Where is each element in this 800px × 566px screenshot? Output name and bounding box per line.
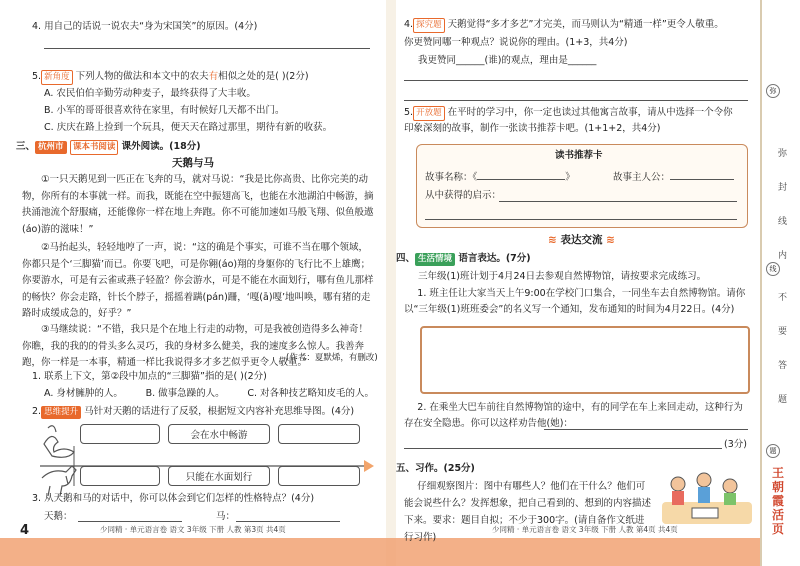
mind-box-bottom-2: 只能在水面划行 [168, 466, 270, 486]
horse-answer-line[interactable] [236, 521, 340, 522]
section-3-heading: 三、 杭州市 课本书阅读 课外阅读。(18分) [16, 140, 201, 155]
binding-char: 答 [778, 361, 788, 371]
picnic-illustration-icon [658, 462, 756, 528]
q3-horse-label: 马： [216, 511, 236, 522]
section-4-q1: 1. 班主任让大家当天上午9:00在学校门口集合，一同坐车去自然博物馆。请你以“三年级(1)班班委会”的名义写一个通知，发布通知的时间为4月22日。(4分) [404, 288, 746, 315]
binding-hole: 弥 [766, 84, 780, 98]
right-q4-line2: 你更赞同哪一种观点？说说你的理由。(1+3，共4分) [404, 37, 628, 48]
paragraph-2: ②马抬起头，轻轻地哼了一声，说：“这的确是个事实，可谁不当在哪个领域，你都只是个‘三脚猫’而已。你要飞吧，可是你翱(áo)翔的身躯你的飞行比不上雄鹰；你要游水，可是有云雀或燕子轻盈？你会游水，可是不能在水面划行，哪有鱼儿那样的畅快？你会走路，针长个脖子，摇摇着蹒(pán)跚，‘嘎(ā)嘎’地叫唤，哪有猪的走路时成缓成急的，好乎？” [22, 242, 374, 319]
answer-line[interactable] [404, 100, 748, 101]
section-4-q2: 2. 在乘坐大巴车前往自然博物馆的途中，有的同学在车上来回走动，这种行为存在安全隐患。你可以这样劝告他(她)： [404, 402, 743, 429]
binding-char: 封 [778, 183, 788, 193]
right-q4-fill: 我更赞同______(谁)的观点，理由是______ [418, 55, 597, 66]
left-footer: 少同精 · 单元语言卷 语文 3年级 下册 人教 第3页 共4页 [100, 525, 286, 534]
binding-char: 题 [778, 395, 788, 405]
q3-swan-label: 天鹅： [44, 511, 73, 522]
swan-icon [44, 426, 74, 458]
right-q4: 4. 探究题 天鹅觉得“多才多艺”才完美，而马则认为“精通一样”更令人敬重。 [404, 18, 724, 33]
mind-box-top-1[interactable] [80, 424, 160, 444]
q2-answer-line-2[interactable] [404, 448, 722, 449]
mind-box-bottom-3[interactable] [278, 466, 360, 486]
q5-option-a: A. 农民伯伯辛勤劳动种麦子，最终获得了大丰收。 [44, 88, 256, 99]
center-gutter [386, 0, 396, 566]
q2-score: (3分) [724, 439, 747, 450]
card-title: 读书推荐卡 [555, 150, 603, 161]
mind-box-bottom-1[interactable] [80, 466, 160, 486]
card-lesson: 从中获得的启示： [425, 190, 502, 201]
section-banner: ≋ 表达交流 ≋ [548, 234, 615, 246]
q5-option-c: C. 庆庆在路上捡到一个玩具，便天天在路过那里，期待有新的收获。 [44, 122, 333, 133]
card-story-name: 故事名称：《 》 [425, 172, 575, 183]
right-q5-line2: 印象深刻的故事，制作一张读书推荐卡吧。(1+1+2，共4分) [404, 123, 661, 134]
answer-line [44, 48, 370, 49]
q1-options: A. 身材臃肿的人。 B. 做事急躁的人。 C. 对各种技艺略知皮毛的人。 [44, 388, 374, 399]
author-note: (作者：夏默烯，有删改) [286, 353, 378, 363]
left-q2: 2. 思维提升 马针对天鹅的话进行了反驳，根据短文内容补充思维导图。(4分) [32, 406, 355, 417]
tag-explore: 探究题 [413, 18, 445, 33]
brand-logo: 王朝霞活页 [772, 466, 785, 536]
paragraph-3: ③马继续说：“不错，我只是个在地上行走的动物，可是我被创造得多么神奇！你瞧，我的我的的骨头多么灵巧，我的身材多么健美，我的速度多么惊人。我善奔跑，你一样是一本事，精通一样比我说得多才多艺似乎更令人敬重。” [22, 324, 368, 368]
answer-line[interactable] [404, 80, 748, 81]
card-lesson-line[interactable] [499, 201, 737, 202]
tag-new-angle: 新角度 [41, 70, 73, 85]
binding-char: 不 [778, 293, 788, 303]
section-5-heading: 五、习作。(25分) [396, 463, 475, 474]
right-q5: 5. 开放题 在平时的学习中，你一定也读过其他寓言故事，请从中选择一个令你 [404, 106, 733, 121]
section-4-heading: 四、 生活情境 语言表达。(7分) [396, 253, 531, 264]
right-footer: 少同精 · 单元语言卷 语文 3年级 下册 人教 第4页 共4页 [492, 525, 678, 534]
section-5-text: 仔细观察图片：图中有哪些人？他们在干什么？他们可能会说些什么？发挥想象，把自己看到的、想到的内容描述下来。要求：题目自拟；不少于300字。(请自备作文纸进行习作) [404, 481, 652, 543]
tag-open: 开放题 [413, 106, 445, 121]
notice-answer-box[interactable] [420, 326, 750, 394]
q5-option-b: B. 小军的哥哥很喜欢待在家里，有时候好几天都不出门。 [44, 105, 285, 116]
section-4-intro: 三年级(1)班计划于4月24日去参观自然博物馆，请按要求完成练习。 [418, 271, 707, 282]
binding-hole: 线 [766, 262, 780, 276]
q2-answer-line[interactable] [544, 429, 748, 430]
left-page-number: 4 [20, 523, 30, 538]
binding-hole: 题 [766, 444, 780, 458]
binding-char: 内 [778, 251, 788, 261]
tag-hangzhou: 杭州市 [35, 141, 67, 154]
mind-box-top-2: 会在水中畅游 [168, 424, 270, 444]
reading-card [416, 144, 748, 228]
binding-char: 要 [778, 327, 788, 337]
binding-char: 线 [778, 217, 788, 227]
card-lesson-line-2[interactable] [425, 219, 737, 220]
binding-char: 弥 [778, 149, 788, 159]
tag-reading: 课本书阅读 [70, 140, 119, 155]
swan-answer-line[interactable] [78, 521, 182, 522]
left-q3: 3. 从天鹅和马的对话中，你可以体会到它们怎样的性格特点？(4分) [32, 493, 315, 504]
mind-box-top-3[interactable] [278, 424, 360, 444]
tag-thinking: 思维提升 [41, 406, 81, 419]
left-q1: 1. 联系上下文，第②段中加点的“三脚猫”指的是( )(2分) [32, 371, 267, 382]
tag-life: 生活情境 [415, 253, 455, 266]
left-q4: 4. 用自己的话说一说农夫“身为宋国笑”的原因。(4分) [32, 21, 258, 32]
left-q5: 5. 新角度 下列人物的做法和本文中的农夫有相似之处的是( )(2分) [32, 70, 309, 85]
card-hero: 故事主人公： [613, 171, 734, 184]
story-title: 天鹅与马 [172, 157, 214, 169]
paragraph-1: ①一只天鹅见到一匹正在飞奔的马，就对马说：“我是比你高贵、比你完美的动物，你所有的本事就一样。而我，既能在空中振翅高飞，也能在水池湖泊中畅游，摘抉涌池流个舒服痛，还能像你一样在地上奔跑。你不可能加速如马般飞翔、似鱼般遨(áo)游的滋味！” [22, 174, 374, 235]
